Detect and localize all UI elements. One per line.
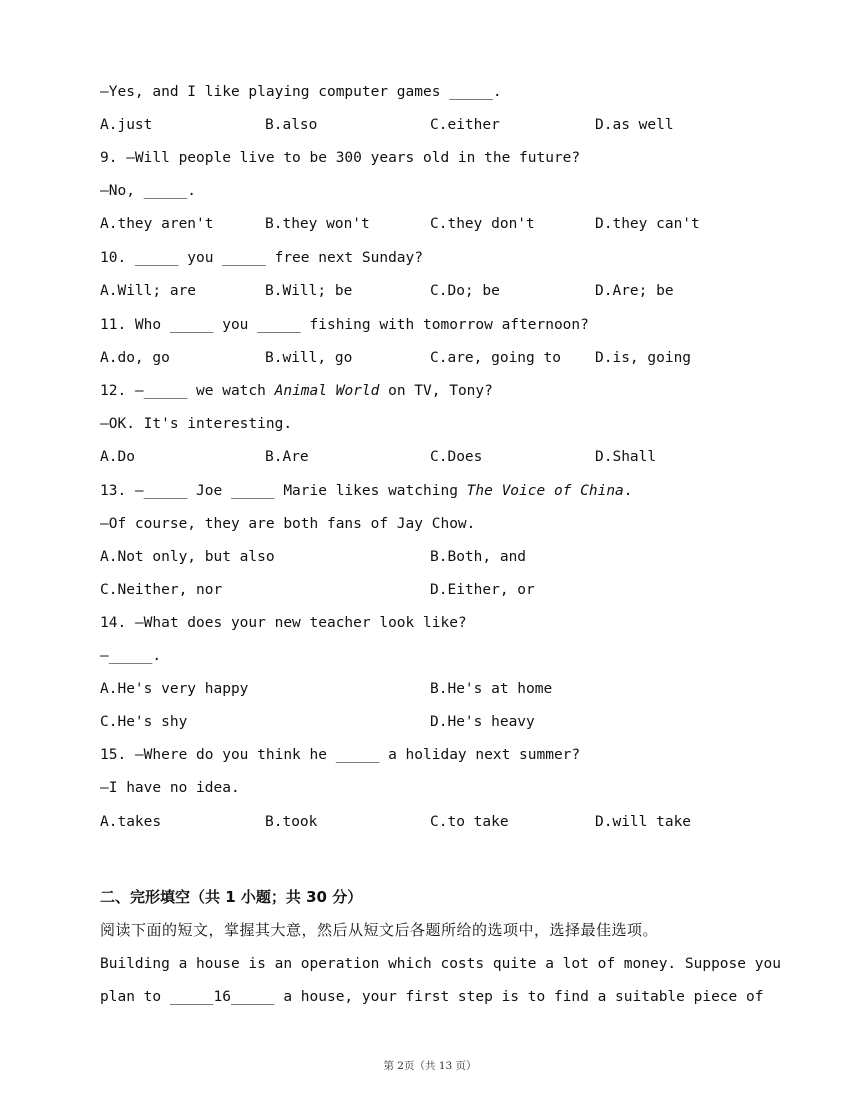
q14-reply: —_____. bbox=[100, 648, 162, 664]
passage-line-2: plan to _____16_____ a house, your first step is to find a suitable piece of bbox=[100, 989, 764, 1005]
q9-option-a[interactable]: A.they aren't bbox=[100, 216, 214, 232]
q10-option-a[interactable]: A.Will; are bbox=[100, 283, 197, 299]
q13-stem bbox=[100, 481, 770, 501]
q13-option-a[interactable]: A.Not only, but also bbox=[100, 549, 275, 565]
q11-option-a[interactable]: A.do, go bbox=[100, 350, 170, 366]
q13-option-b[interactable]: B.Both, and bbox=[430, 549, 527, 565]
q11-option-b[interactable]: B.will, go bbox=[265, 350, 353, 366]
q12-reply: —OK. It's interesting. bbox=[100, 416, 293, 432]
q13-option-d[interactable]: D.Either, or bbox=[430, 582, 535, 598]
q14-option-a[interactable]: A.He's very happy bbox=[100, 681, 249, 697]
q15-stem: 15. —Where do you think he _____ a holiday next summer? bbox=[100, 747, 581, 763]
q12-stem bbox=[100, 381, 770, 401]
q8-option-b[interactable]: B.also bbox=[265, 117, 318, 133]
q9-option-c[interactable]: C.they don't bbox=[430, 216, 535, 232]
q15-option-a[interactable]: A.takes bbox=[100, 814, 162, 830]
q8-option-d[interactable]: D.as well bbox=[595, 117, 674, 133]
q10-option-c[interactable]: C.Do; be bbox=[430, 283, 500, 299]
q13-stem-pre: 13. —_____ Joe _____ Marie likes watching bbox=[100, 483, 467, 499]
q14-option-d[interactable]: D.He's heavy bbox=[430, 714, 535, 730]
q12-stem-title: Animal World bbox=[274, 383, 380, 399]
q14-option-b[interactable]: B.He's at home bbox=[430, 681, 553, 697]
q12-stem-pre: 12. —_____ we watch bbox=[100, 383, 275, 399]
q11-stem: 11. Who _____ you _____ fishing with tomorrow afternoon? bbox=[100, 317, 589, 333]
q15-option-c[interactable]: C.to take bbox=[430, 814, 509, 830]
q8-option-a[interactable]: A.just bbox=[100, 117, 153, 133]
q12-option-d[interactable]: D.Shall bbox=[595, 449, 657, 465]
q12-stem-post: on TV, Tony? bbox=[379, 383, 493, 399]
q15-option-d[interactable]: D.will take bbox=[595, 814, 692, 830]
section-instruction: 阅读下面的短文，掌握其大意，然后从短文后各题所给的选项中，选择最佳选项。 bbox=[100, 921, 659, 939]
q9-reply: —No, _____. bbox=[100, 183, 197, 199]
passage-line-1: Building a house is an operation which costs quite a lot of money. Suppose you bbox=[100, 956, 781, 972]
page-footer: 第 2页（共 13 页） bbox=[383, 1060, 477, 1072]
q14-stem: 14. —What does your new teacher look like? bbox=[100, 615, 467, 631]
q14-option-c[interactable]: C.He's shy bbox=[100, 714, 188, 730]
q12-option-b[interactable]: B.Are bbox=[265, 449, 309, 465]
q12-option-c[interactable]: C.Does bbox=[430, 449, 483, 465]
q9-stem: 9. —Will people live to be 300 years old in the future? bbox=[100, 150, 581, 166]
q13-stem-post: . bbox=[623, 483, 633, 499]
q10-stem: 10. _____ you _____ free next Sunday? bbox=[100, 250, 424, 266]
q10-option-d[interactable]: D.Are; be bbox=[595, 283, 674, 299]
q12-option-a[interactable]: A.Do bbox=[100, 449, 135, 465]
q11-option-c[interactable]: C.are, going to bbox=[430, 350, 561, 366]
q9-option-d[interactable]: D.they can't bbox=[595, 216, 700, 232]
q15-option-b[interactable]: B.took bbox=[265, 814, 318, 830]
q9-option-b[interactable]: B.they won't bbox=[265, 216, 370, 232]
q13-stem-title: The Voice of China bbox=[466, 483, 624, 499]
q8-option-c[interactable]: C.either bbox=[430, 117, 500, 133]
q13-option-c[interactable]: C.Neither, nor bbox=[100, 582, 223, 598]
q11-option-d[interactable]: D.is, going bbox=[595, 350, 692, 366]
q10-option-b[interactable]: B.Will; be bbox=[265, 283, 353, 299]
q13-reply: —Of course, they are both fans of Jay Chow. bbox=[100, 516, 476, 532]
q8-answer-line: —Yes, and I like playing computer games _____. bbox=[100, 84, 502, 100]
q15-reply: —I have no idea. bbox=[100, 780, 240, 796]
section-title: 二、完形填空（共 1 小题；共 30 分） bbox=[100, 888, 363, 906]
